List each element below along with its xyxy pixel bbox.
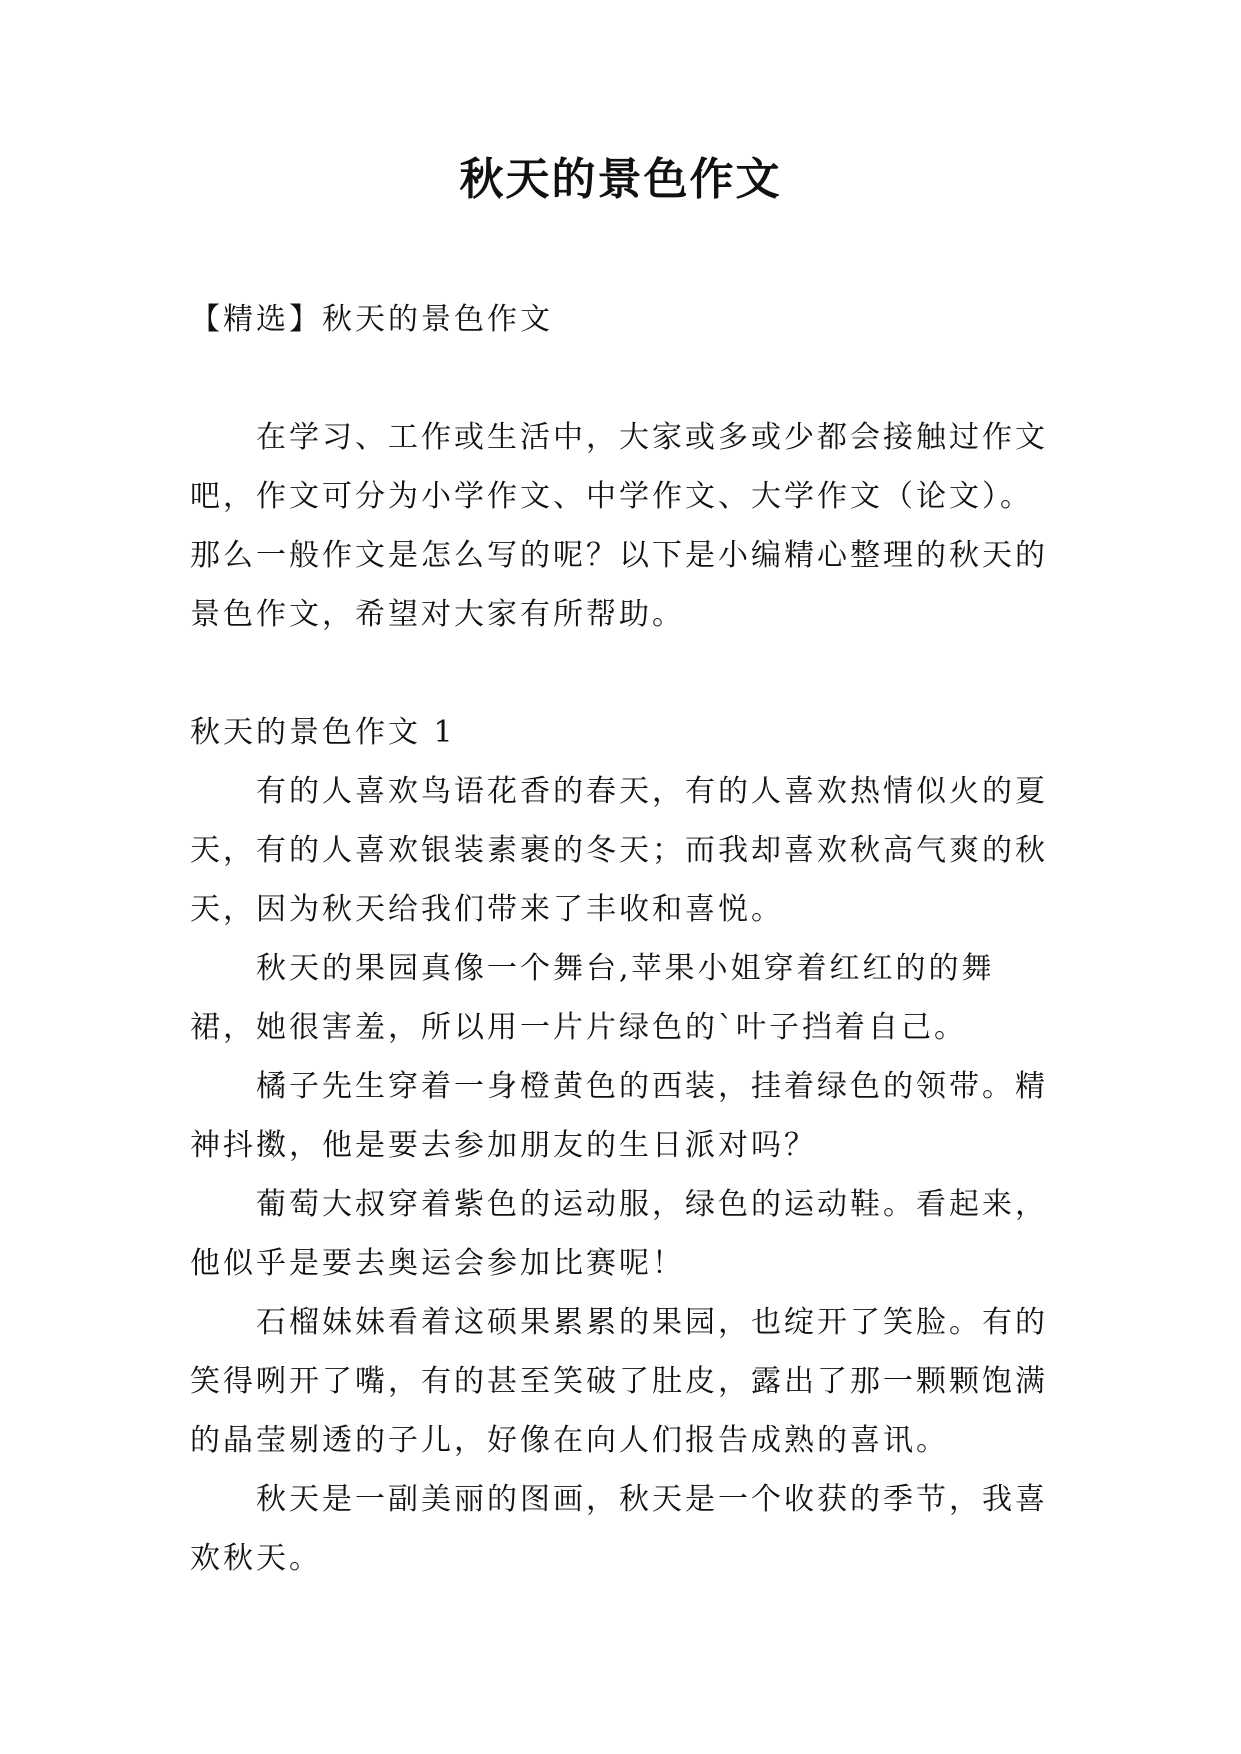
essay-paragraph: 石榴妹妹看着这硕果累累的果园，也绽开了笑脸。有的笑得咧开了嘴，有的甚至笑破了肚皮，露出了那一颗颗饱满的晶莹剔透的子儿，好像在向人们报告成熟的喜讯。 (190, 1305, 1048, 1458)
document-title: 秋天的景色作文 (459, 154, 782, 205)
lead-line: 【精选】秋天的景色作文 (190, 302, 553, 337)
intro-paragraph: 在学习、工作或生活中，大家或多或少都会接触过作文吧，作文可分为小学作文、中学作文、大学作文（论文）。那么一般作文是怎么写的呢？以下是小编精心整理的秋天的景色作文，希望对大家有所帮助。 (190, 420, 1048, 632)
document-body (190, 290, 1052, 1588)
essay-paragraph: 有的人喜欢鸟语花香的春天，有的人喜欢热情似火的夏天，有的人喜欢银装素裹的冬天；而我却喜欢秋高气爽的秋天，因为秋天给我们带来了丰收和喜悦。 (190, 774, 1048, 927)
section-heading: 秋天的景色作文 1 (190, 715, 456, 750)
essay-paragraph: 秋天的果园真像一个舞台,苹果小姐穿着红红的的舞裙，她很害羞，所以用一片片绿色的`叶子挡着自己。 (190, 951, 995, 1045)
essay-paragraph: 橘子先生穿着一身橙黄色的西装，挂着绿色的领带。精神抖擞，他是要去参加朋友的生日派对吗？ (190, 1069, 1048, 1163)
essay-paragraph: 秋天是一副美丽的图画，秋天是一个收获的季节，我喜欢秋天。 (190, 1482, 1048, 1576)
essay-paragraph: 葡萄大叔穿着紫色的运动服，绿色的运动鞋。看起来，他似乎是要去奥运会参加比赛呢！ (190, 1187, 1048, 1281)
